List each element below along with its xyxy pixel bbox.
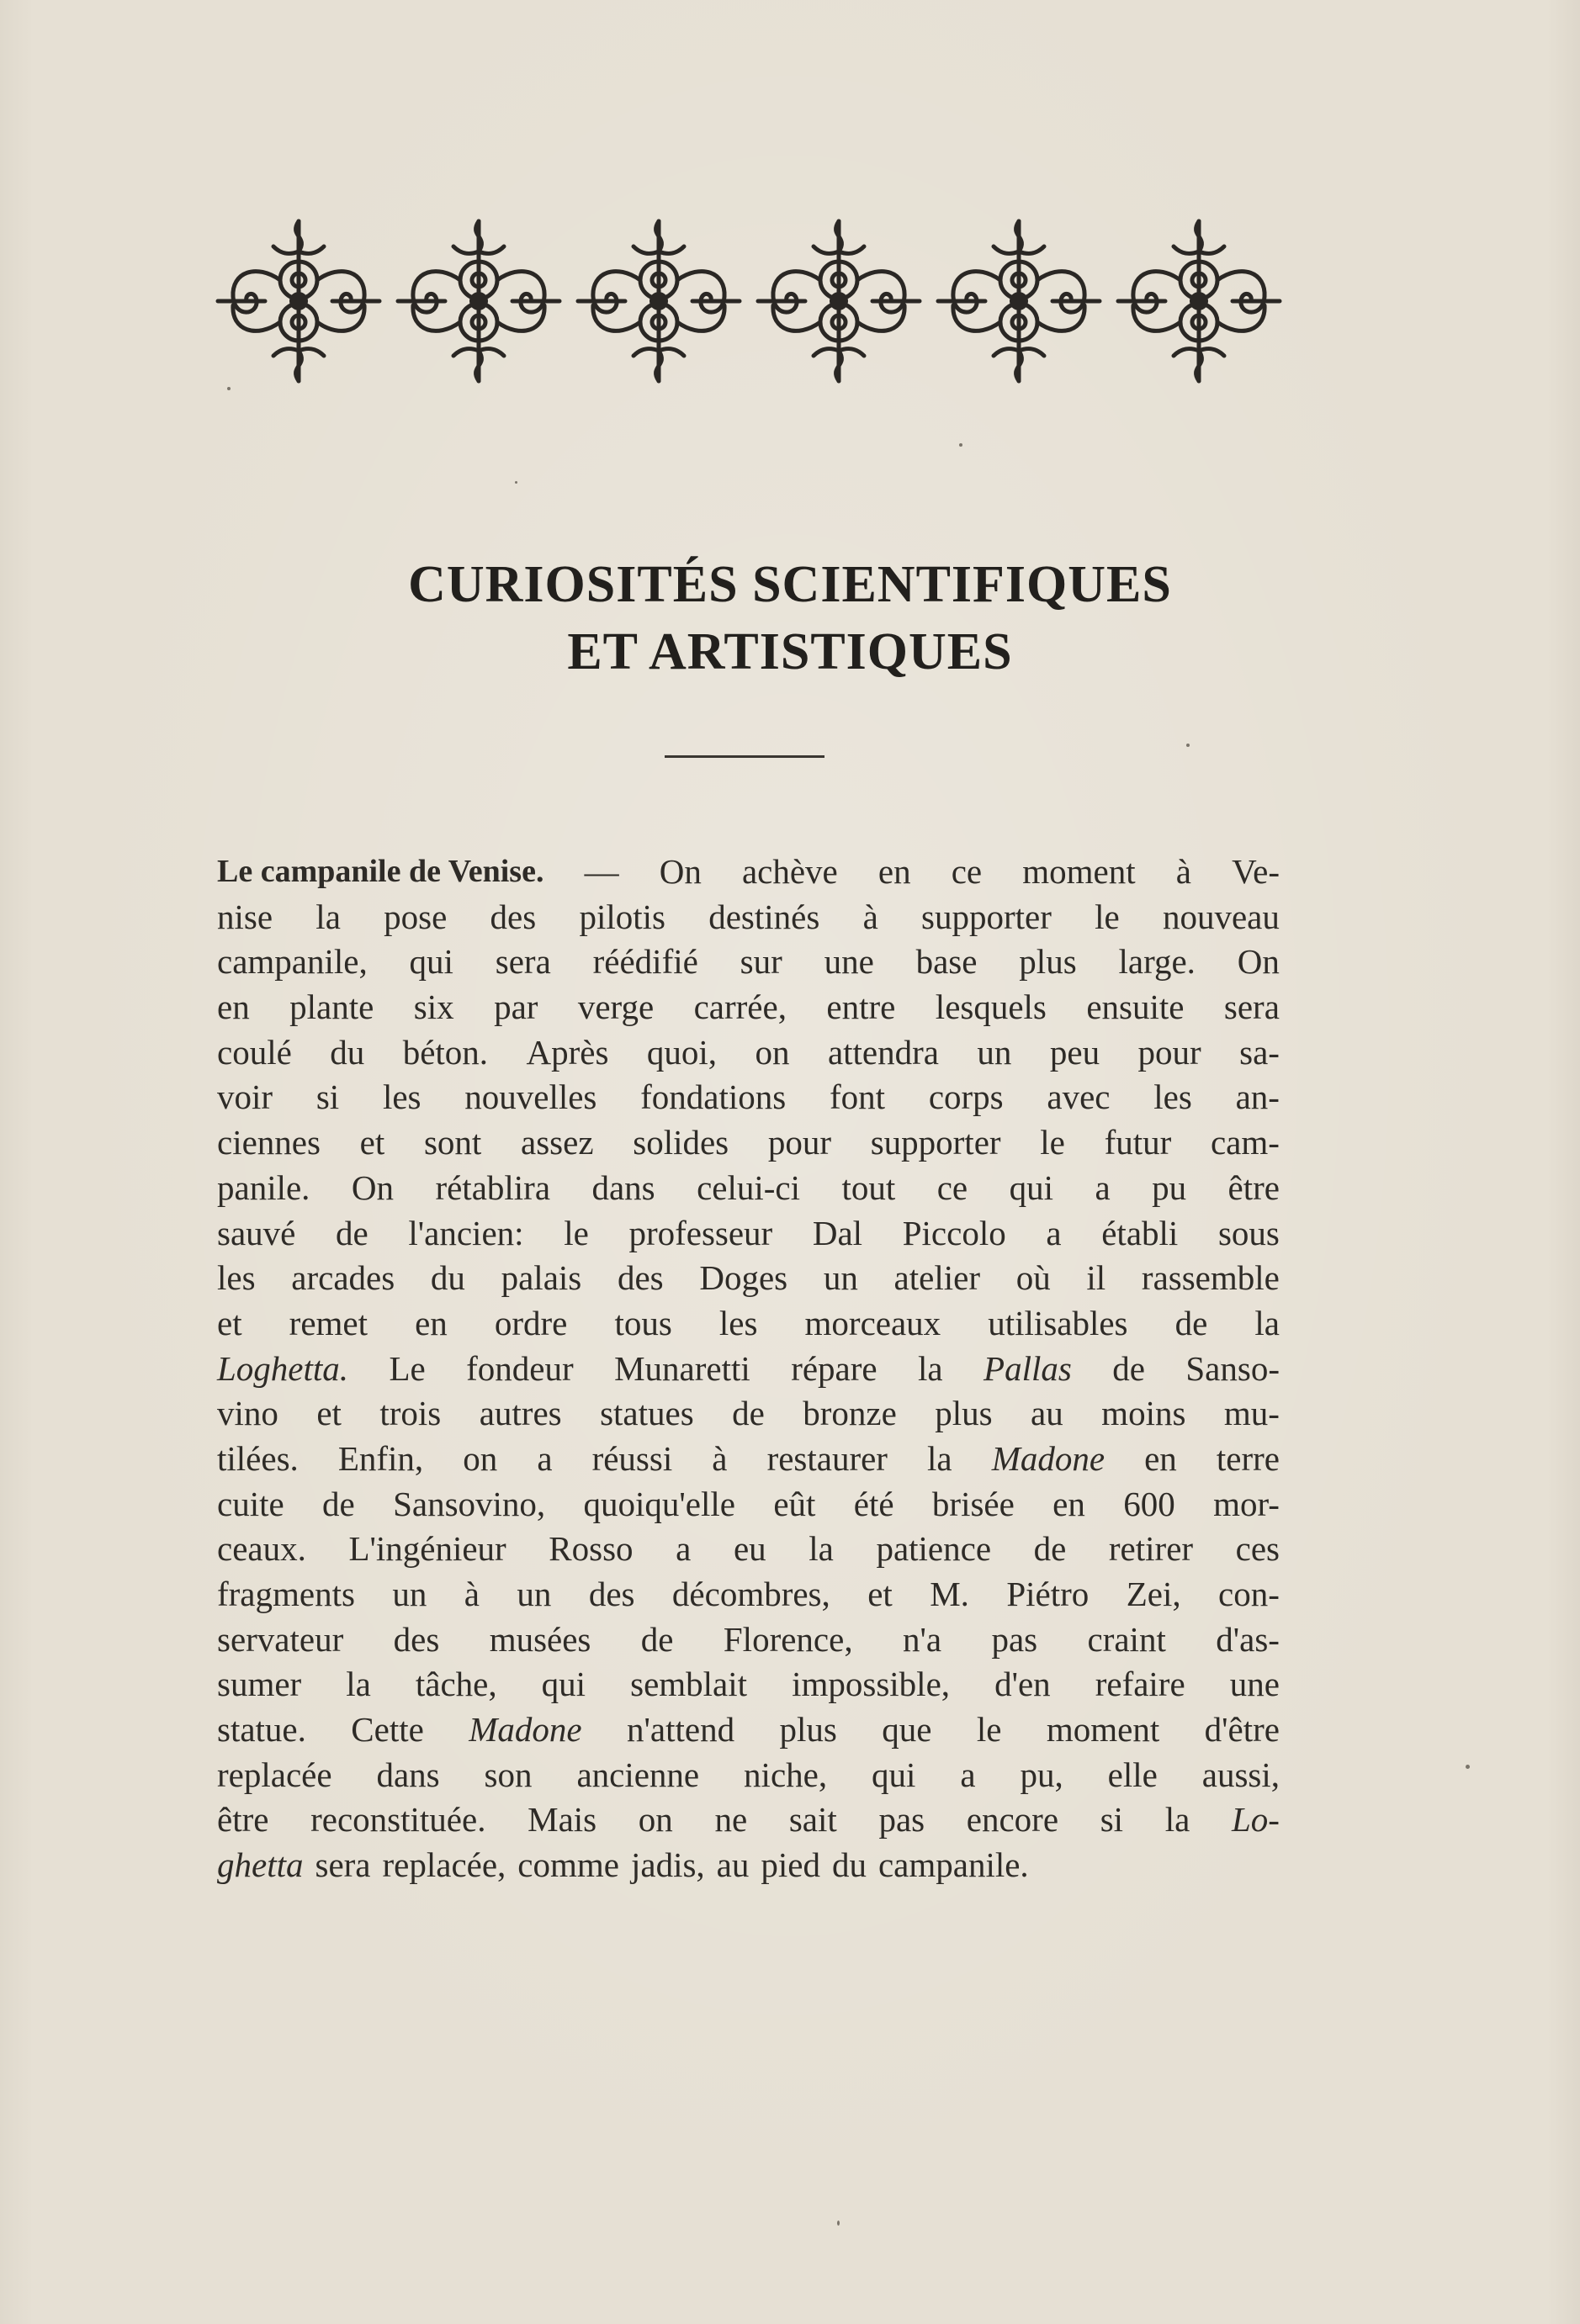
article-line: campanile, qui sera réédifié sur une base plus large. On bbox=[217, 942, 1280, 982]
article-line: ceaux. L'ingénieur Rosso a eu la patience de retirer ces bbox=[217, 1529, 1280, 1569]
ornamental-headpiece bbox=[215, 209, 1283, 394]
article-line: cuite de Sansovino, quoiqu'elle eût été brisée en 600 mor- bbox=[217, 1484, 1280, 1523]
article-line: sumer la tâche, qui semblait impossible, d'en refaire une bbox=[217, 1665, 1280, 1704]
scroll-ornament-icon bbox=[935, 213, 1103, 389]
article-line: vino et trois autres statues de bronze plus au moins mu- bbox=[217, 1394, 1280, 1433]
scroll-ornament-icon bbox=[575, 213, 743, 389]
article-line: panile. On rétablira dans celui-ci tout ce qui a pu être bbox=[217, 1167, 1280, 1207]
article-line: en plante six par verge carrée, entre lesquels ensuite sera bbox=[217, 987, 1280, 1027]
paper-speck bbox=[227, 387, 231, 390]
paper-speck bbox=[515, 481, 517, 484]
chapter-title bbox=[0, 551, 1580, 686]
article-line: coulé du béton. Après quoi, on attendra un peu pour sa- bbox=[217, 1032, 1280, 1072]
scroll-ornament-icon bbox=[1115, 213, 1283, 389]
article-line: être reconstituée. Mais on ne sait pas encore si la Lo- bbox=[217, 1800, 1280, 1840]
article-line: Le campanile de Venise. — On achève en ce moment à Ve- bbox=[217, 850, 1280, 895]
article-line: ciennes et sont assez solides pour supporter le futur cam- bbox=[217, 1123, 1280, 1162]
chapter-title-line-1: CURIOSITÉS SCIENTIFIQUES bbox=[408, 556, 1172, 613]
article-line: statue. Cette Madone n'attend plus que le moment d'être bbox=[217, 1710, 1280, 1750]
scroll-ornament-icon bbox=[755, 213, 923, 389]
title-divider-rule bbox=[665, 755, 824, 758]
article-line: replacée dans son ancienne niche, qui a pu, elle aussi, bbox=[217, 1755, 1280, 1794]
paper-speck bbox=[1466, 1765, 1470, 1769]
article-line: nise la pose des pilotis destinés à supporter le nouveau bbox=[217, 897, 1280, 936]
chapter-title-line-2: ET ARTISTIQUES bbox=[567, 623, 1013, 680]
article-line: fragments un à un des décombres, et M. Piétro Zei, con- bbox=[217, 1575, 1280, 1613]
article-line: voir si les nouvelles fondations font corps avec les an- bbox=[217, 1077, 1280, 1117]
article-line: les arcades du palais des Doges un atelier où il rassemble bbox=[217, 1258, 1280, 1298]
article-line: Loghetta. Le fondeur Munaretti répare la Pallas de Sanso- bbox=[217, 1348, 1280, 1388]
article-line: sauvé de l'ancien: le professeur Dal Piccolo a établi sous bbox=[217, 1213, 1280, 1252]
article-line: tilées. Enfin, on a réussi à restaurer la Madone en terre bbox=[217, 1438, 1280, 1478]
scroll-ornament-icon bbox=[395, 213, 563, 389]
paper-speck bbox=[959, 443, 962, 447]
article-line: ghetta sera replacée, comme jadis, au pied du campanile. bbox=[217, 1845, 1029, 1885]
scroll-ornament-icon bbox=[215, 213, 383, 389]
article-lead-heading: Le campanile de Venise. bbox=[217, 854, 544, 889]
article-body bbox=[217, 850, 1280, 1888]
paper-speck bbox=[837, 2221, 840, 2226]
article-line: servateur des musées de Florence, n'a pas craint d'as- bbox=[217, 1619, 1280, 1659]
article-line: et remet en ordre tous les morceaux utilisables de la bbox=[217, 1303, 1280, 1342]
paper-speck bbox=[1186, 744, 1190, 747]
